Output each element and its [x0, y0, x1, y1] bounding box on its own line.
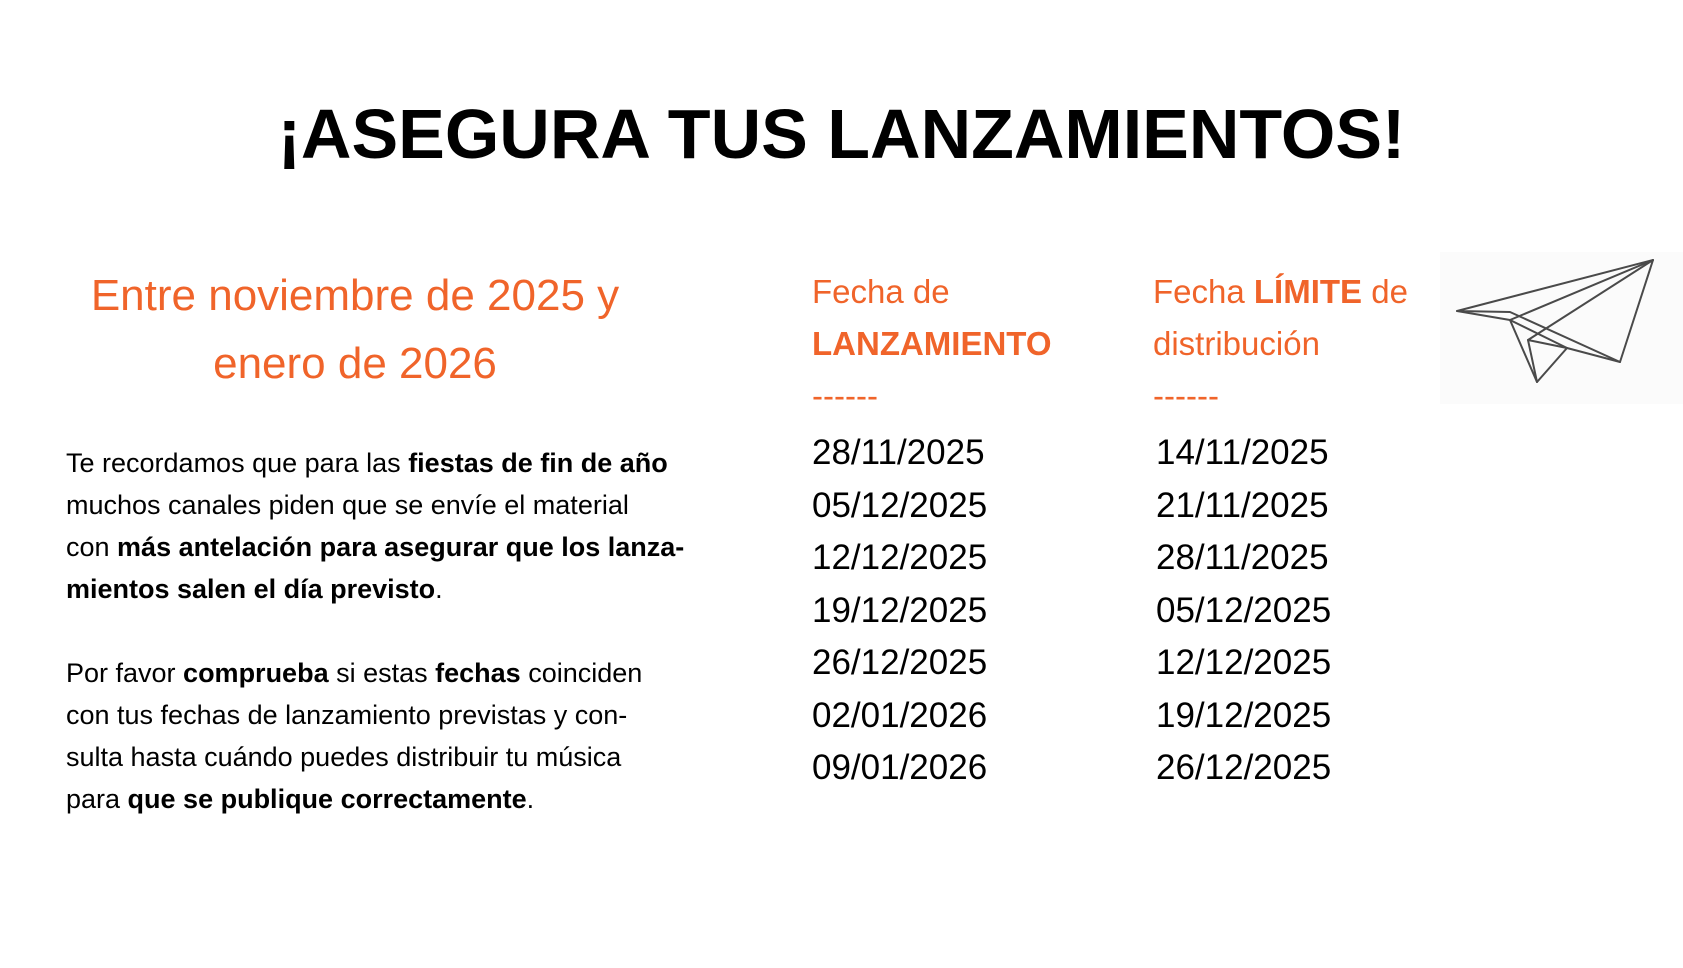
deadline-date: 14/11/2025 [1156, 433, 1329, 472]
reminder-bold: más antelación para asegurar que los lanza- [117, 532, 685, 562]
release-header-line-1: Fecha de [812, 273, 950, 310]
deadline-header-line-2: distribución [1153, 325, 1320, 362]
paper-plane-drawing [1440, 252, 1683, 404]
release-date: 12/12/2025 [812, 538, 988, 577]
release-date-header [812, 266, 1112, 422]
check-line-4 [66, 778, 726, 820]
release-date: 02/01/2026 [812, 695, 988, 735]
deadline-header-text: Fecha [1153, 273, 1254, 310]
paper-plane-icon [1440, 252, 1683, 404]
deadline-date: 28/11/2025 [1156, 538, 1329, 577]
deadline-header-line-1 [1153, 266, 1473, 318]
check-text: coinciden [520, 658, 643, 688]
reminder-paragraph [66, 442, 726, 610]
check-bold: fechas [435, 658, 521, 688]
reminder-bold: fiestas de fin de año [408, 448, 668, 478]
check-line-1 [66, 652, 726, 694]
deadline-header-divider: ------ [1153, 377, 1219, 414]
release-date: 26/12/2025 [812, 643, 988, 682]
release-header-divider: ------ [812, 377, 878, 414]
reminder-text: con [66, 532, 118, 562]
check-line-3: sulta hasta cuándo puedes distribuir tu música [66, 742, 622, 772]
reminder-text: Te recordamos que para las [66, 448, 409, 478]
check-dates-paragraph [66, 652, 726, 820]
check-text: para [66, 784, 128, 814]
release-dates-list [812, 427, 987, 795]
deadline-dates-list [1156, 427, 1331, 795]
deadline-date-header [1153, 266, 1473, 422]
release-date: 19/12/2025 [812, 590, 988, 630]
release-date: 05/12/2025 [812, 485, 988, 525]
check-text: . [526, 784, 535, 814]
reminder-line-3 [66, 526, 726, 568]
check-text: Por favor [66, 658, 184, 688]
reminder-line-4 [66, 568, 726, 610]
release-header-bold: LANZAMIENTO [812, 325, 1052, 362]
deadline-date: 05/12/2025 [1156, 590, 1332, 630]
release-header-line-2 [812, 318, 1112, 370]
reminder-line-2: muchos canales piden que se envíe el material [66, 490, 629, 520]
deadline-header-bold: LÍMITE [1253, 273, 1363, 310]
period-heading [50, 262, 660, 398]
check-bold: comprueba [183, 658, 329, 688]
deadline-date: 21/11/2025 [1156, 485, 1329, 525]
release-date: 09/01/2026 [812, 748, 988, 787]
release-date: 28/11/2025 [812, 433, 985, 472]
deadline-date: 26/12/2025 [1156, 748, 1332, 787]
deadline-date: 19/12/2025 [1156, 695, 1332, 735]
reminder-text: . [435, 574, 443, 604]
check-bold: que se publique correctamente [127, 784, 527, 814]
reminder-bold: mientos salen el día previsto [66, 574, 436, 604]
reminder-line-1 [66, 442, 726, 484]
deadline-header-text: de [1362, 273, 1408, 310]
period-line-2: enero de 2026 [213, 339, 497, 388]
check-text: si estas [328, 658, 436, 688]
page-title: ¡ASEGURA TUS LANZAMIENTOS! [277, 95, 1406, 173]
period-line-1: Entre noviembre de 2025 y [90, 271, 620, 320]
deadline-date: 12/12/2025 [1156, 643, 1332, 682]
check-line-2: con tus fechas de lanzamiento previstas y con- [66, 700, 628, 730]
